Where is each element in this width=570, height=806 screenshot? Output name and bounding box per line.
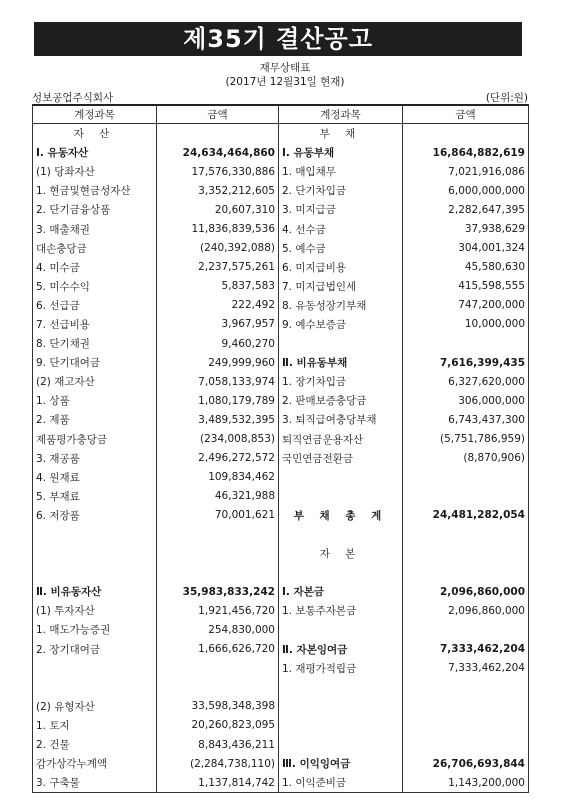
table-row: [33, 754, 529, 773]
asset-amount: [157, 659, 279, 678]
table-row: [33, 563, 529, 582]
unit-label: (단위:원): [485, 92, 528, 104]
asset-account: 1. 매도가능증권: [33, 620, 157, 639]
table-row: [33, 391, 529, 410]
liability-equity-amount: 10,000,000: [403, 315, 529, 334]
asset-amount: 20,607,310: [157, 200, 279, 219]
liability-equity-amount: 1,143,200,000: [403, 773, 529, 793]
liability-equity-amount: [403, 525, 529, 544]
liability-equity-account: [279, 716, 403, 735]
liability-equity-amount: 304,001,324: [403, 239, 529, 258]
liability-equity-amount: [403, 468, 529, 487]
asset-account: 6. 선급금: [33, 296, 157, 315]
asset-amount: 3,489,532,395: [157, 410, 279, 429]
asset-amount: 20,260,823,095: [157, 716, 279, 735]
table-row: [33, 487, 529, 506]
liability-equity-account: 1. 재평가적립금: [279, 659, 403, 678]
asset-amount: (240,392,088): [157, 239, 279, 258]
liability-equity-account: 9. 예수보증금: [279, 315, 403, 334]
asset-amount: 7,058,133,974: [157, 372, 279, 391]
asset-account: 5. 부재료: [33, 487, 157, 506]
liability-equity-account: 국민연금전환금: [279, 449, 403, 468]
liability-equity-account: 퇴직연금운용자산: [279, 430, 403, 449]
liability-equity-account: Ⅱ. 비유동부채: [279, 353, 403, 372]
asset-account: [33, 544, 157, 563]
asset-account: 2. 제품: [33, 410, 157, 429]
table-row: [33, 640, 529, 659]
liability-equity-account: 2. 단기차입금: [279, 181, 403, 200]
asset-account: 제품평가충당금: [33, 430, 157, 449]
asset-account: 2. 건물: [33, 735, 157, 754]
table-row: [33, 315, 529, 334]
table-row: [33, 143, 529, 162]
header-account-left: 계정과목: [33, 105, 157, 124]
asset-amount: 1,921,456,720: [157, 601, 279, 620]
asset-amount: 2,496,272,572: [157, 449, 279, 468]
asset-amount: 24,634,464,860: [157, 143, 279, 162]
asset-amount: 222,492: [157, 296, 279, 315]
asset-amount: 2,237,575,261: [157, 258, 279, 277]
liability-equity-amount: [403, 678, 529, 697]
liability-equity-account: 1. 매입채무: [279, 162, 403, 181]
liability-equity-amount: 37,938,629: [403, 219, 529, 238]
table-row: [33, 697, 529, 716]
asset-amount: 3,967,957: [157, 315, 279, 334]
liability-equity-amount: 7,333,462,204: [403, 659, 529, 678]
asset-account: 3. 재공품: [33, 449, 157, 468]
liability-equity-amount: [403, 334, 529, 353]
liability-equity-account: 부 채 총 계: [279, 506, 403, 525]
liability-equity-amount: 7,333,462,204: [403, 640, 529, 659]
liability-equity-account: 4. 선수금: [279, 219, 403, 238]
asset-account: 3. 구축물: [33, 773, 157, 793]
asset-account: 6. 저장품: [33, 506, 157, 525]
asset-account: [33, 563, 157, 582]
asset-account: 8. 단기채권: [33, 334, 157, 353]
liability-equity-amount: (8,870,906): [403, 449, 529, 468]
liability-equity-account: [279, 468, 403, 487]
table-row: [33, 678, 529, 697]
asset-account: Ⅰ. 유동자산: [33, 143, 157, 162]
table-row: [33, 277, 529, 296]
liability-equity-account: Ⅰ. 유동부채: [279, 143, 403, 162]
header-amount-right: 금액: [403, 105, 529, 124]
statement-date: (2017년 12월31일 현재): [225, 76, 345, 88]
liability-equity-account: 6. 미지급비용: [279, 258, 403, 277]
table-row: [33, 430, 529, 449]
asset-account: [33, 678, 157, 697]
notice-title: 제35기 결산공고: [34, 22, 522, 56]
asset-amount: 9,460,270: [157, 334, 279, 353]
liability-equity-amount: 415,598,555: [403, 277, 529, 296]
liability-equity-amount: 747,200,000: [403, 296, 529, 315]
liability-equity-amount: 2,096,860,000: [403, 582, 529, 601]
asset-account: Ⅱ. 비유동자산: [33, 582, 157, 601]
liability-equity-amount: (5,751,786,959): [403, 430, 529, 449]
asset-account: (1) 투자자산: [33, 601, 157, 620]
liability-equity-account: 3. 미지급금: [279, 200, 403, 219]
asset-amount: (234,008,853): [157, 430, 279, 449]
liability-equity-account: [279, 334, 403, 353]
table-row: [33, 525, 529, 544]
liability-equity-amount: [403, 697, 529, 716]
liability-equity-account: [279, 620, 403, 639]
liability-equity-amount: 7,616,399,435: [403, 353, 529, 372]
asset-amount: 109,834,462: [157, 468, 279, 487]
statement-name: 재무상태표: [259, 62, 311, 74]
asset-amount: 1,080,179,789: [157, 391, 279, 410]
asset-account: 감가상각누계액: [33, 754, 157, 773]
liability-equity-amount: [403, 487, 529, 506]
asset-amount: 35,983,833,242: [157, 582, 279, 601]
liability-equity-amount: 306,000,000: [403, 391, 529, 410]
liability-equity-account: [279, 563, 403, 582]
liability-equity-amount: 24,481,282,054: [403, 506, 529, 525]
table-row: [33, 258, 529, 277]
asset-amount: 5,837,583: [157, 277, 279, 296]
table-row: [33, 353, 529, 372]
table-row: [33, 735, 529, 754]
asset-amount: (2,284,738,110): [157, 754, 279, 773]
asset-amount: 1,666,626,720: [157, 640, 279, 659]
asset-amount: 33,598,348,398: [157, 697, 279, 716]
asset-amount: [157, 124, 279, 144]
table-row: [33, 601, 529, 620]
asset-account: 7. 선급비용: [33, 315, 157, 334]
liability-equity-account: 자 본: [279, 544, 403, 563]
liability-equity-account: 1. 보통주자본금: [279, 601, 403, 620]
table-row: [33, 410, 529, 429]
asset-amount: 254,830,000: [157, 620, 279, 639]
table-header-row: [33, 105, 529, 124]
table-row: [33, 716, 529, 735]
balance-sheet-table: [32, 104, 529, 793]
table-row: [33, 544, 529, 563]
table-row: [33, 449, 529, 468]
asset-amount: [157, 544, 279, 563]
header-account-right: 계정과목: [279, 105, 403, 124]
asset-amount: 1,137,814,742: [157, 773, 279, 793]
liability-equity-amount: 6,000,000,000: [403, 181, 529, 200]
liability-equity-amount: 2,096,860,000: [403, 601, 529, 620]
table-row: [33, 181, 529, 200]
table-row: [33, 659, 529, 678]
liability-equity-amount: [403, 563, 529, 582]
liability-equity-account: 5. 예수금: [279, 239, 403, 258]
asset-account: 1. 현금및현금성자산: [33, 181, 157, 200]
asset-amount: 70,001,621: [157, 506, 279, 525]
asset-account: 2. 단기금융상품: [33, 200, 157, 219]
table-row: [33, 372, 529, 391]
liability-equity-account: 7. 미지급법인세: [279, 277, 403, 296]
asset-account: 4. 미수금: [33, 258, 157, 277]
table-row: [33, 124, 529, 144]
asset-amount: 3,352,212,605: [157, 181, 279, 200]
table-row: [33, 334, 529, 353]
asset-amount: [157, 563, 279, 582]
liability-equity-account: [279, 735, 403, 754]
table-row: [33, 200, 529, 219]
liability-equity-account: [279, 487, 403, 506]
liability-equity-amount: 6,327,620,000: [403, 372, 529, 391]
asset-amount: 46,321,988: [157, 487, 279, 506]
table-row: [33, 162, 529, 181]
header-amount-left: 금액: [157, 105, 279, 124]
liability-equity-amount: [403, 620, 529, 639]
company-name: 성보공업주식회사: [32, 92, 114, 104]
asset-amount: [157, 678, 279, 697]
asset-account: 자 산: [33, 124, 157, 144]
liability-equity-amount: [403, 716, 529, 735]
liability-equity-amount: [403, 735, 529, 754]
asset-amount: 8,843,436,211: [157, 735, 279, 754]
asset-account: [33, 525, 157, 544]
liability-equity-account: 3. 퇴직급여충당부채: [279, 410, 403, 429]
liability-equity-amount: 6,743,437,300: [403, 410, 529, 429]
asset-amount: 17,576,330,886: [157, 162, 279, 181]
table-row: [33, 506, 529, 525]
table-row: [33, 468, 529, 487]
table-row: [33, 239, 529, 258]
liability-equity-amount: 26,706,693,844: [403, 754, 529, 773]
liability-equity-account: [279, 697, 403, 716]
asset-amount: [157, 525, 279, 544]
table-row: [33, 620, 529, 639]
asset-account: [33, 659, 157, 678]
liability-equity-account: 2. 판매보증충당금: [279, 391, 403, 410]
asset-amount: 11,836,839,536: [157, 219, 279, 238]
liability-equity-amount: 16,864,882,619: [403, 143, 529, 162]
liability-equity-account: [279, 678, 403, 697]
asset-account: 4. 원재료: [33, 468, 157, 487]
asset-account: 3. 매출채권: [33, 219, 157, 238]
asset-account: 1. 토지: [33, 716, 157, 735]
liability-equity-account: Ⅰ. 자본금: [279, 582, 403, 601]
table-row: [33, 582, 529, 601]
asset-account: 5. 미수수익: [33, 277, 157, 296]
liability-equity-amount: [403, 124, 529, 144]
asset-account: (1) 당좌자산: [33, 162, 157, 181]
table-row: [33, 773, 529, 793]
asset-account: 1. 상품: [33, 391, 157, 410]
table-row: [33, 296, 529, 315]
liability-equity-account: Ⅲ. 이익잉여금: [279, 754, 403, 773]
liability-equity-account: 1. 장기차입금: [279, 372, 403, 391]
asset-account: 9. 단기대여금: [33, 353, 157, 372]
asset-account: 2. 장기대여금: [33, 640, 157, 659]
liability-equity-amount: [403, 544, 529, 563]
liability-equity-account: 1. 이익준비금: [279, 773, 403, 793]
table-row: [33, 219, 529, 238]
liability-equity-amount: 45,580,630: [403, 258, 529, 277]
liability-equity-account: Ⅱ. 자본잉여금: [279, 640, 403, 659]
asset-account: (2) 재고자산: [33, 372, 157, 391]
asset-amount: 249,999,960: [157, 353, 279, 372]
asset-account: (2) 유형자산: [33, 697, 157, 716]
liability-equity-amount: 7,021,916,086: [403, 162, 529, 181]
asset-account: 대손충당금: [33, 239, 157, 258]
liability-equity-amount: 2,282,647,395: [403, 200, 529, 219]
liability-equity-account: [279, 525, 403, 544]
liability-equity-account: 부 채: [279, 124, 403, 144]
liability-equity-account: 8. 유동성장기부채: [279, 296, 403, 315]
